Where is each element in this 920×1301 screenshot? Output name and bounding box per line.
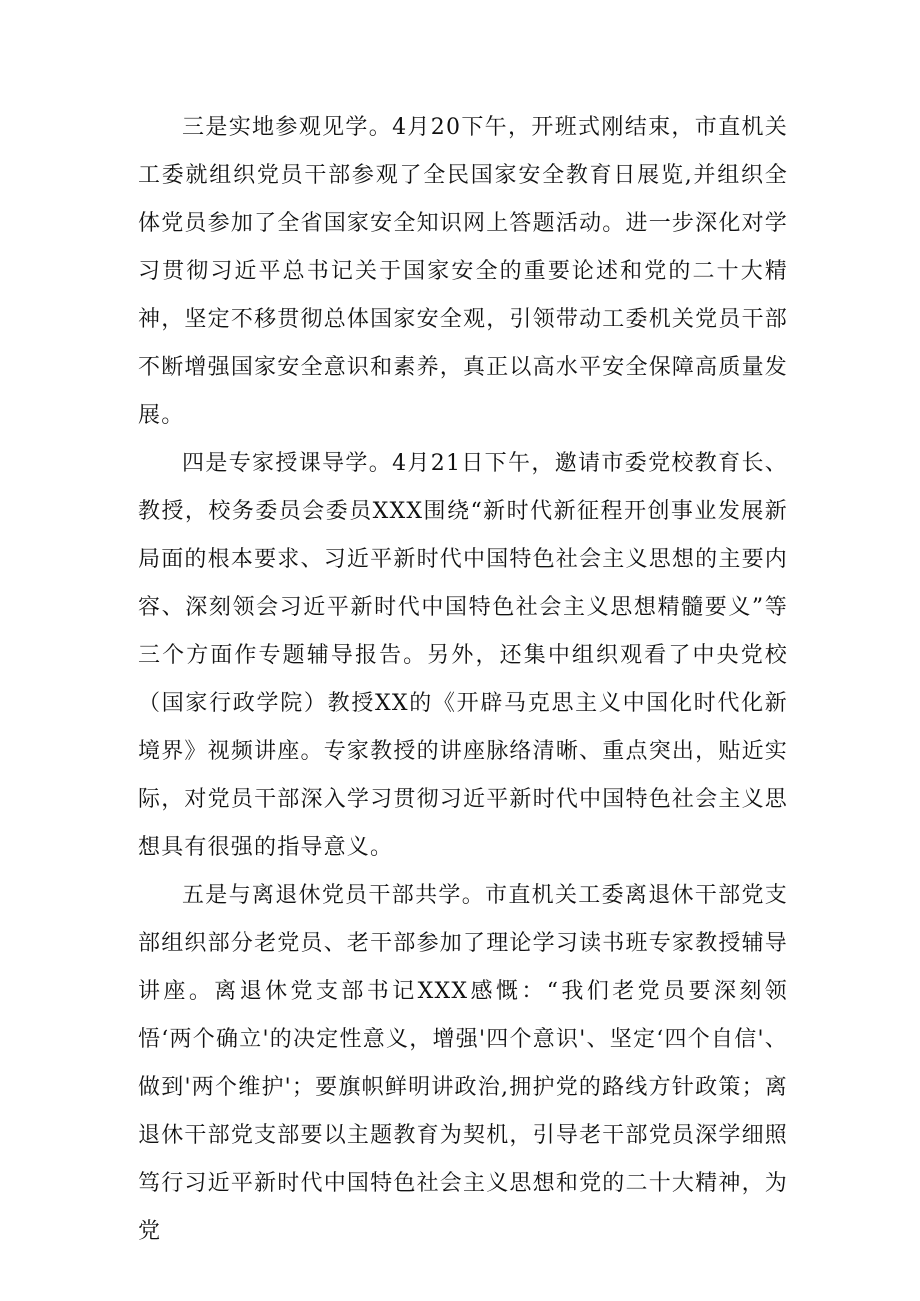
paragraph-field-visit: 三是实地参观见学。4月20下午，开班式刚结束，市直机关工委就组织党员干部参观了全民国家安全教育日展览,并组织全体党员参加了全省国家安全知识网上答题活动。进一步深化对学习贯彻习近平总书记关于国家安全的重要论述和党的二十大精神，坚定不移贯彻总体国家安全观，引领带动工委机关党员干部不断增强国家安全意识和素养，真正以高水平安全保障高质量发展。 [138, 115, 788, 428]
paragraph-expert-lecture: 四是专家授课导学。4月21日下午，邀请市委党校教育长、教授，校务委员会委员XXX围绕“新时代新征程开创事业发展新局面的根本要求、习近平新时代中国特色社会主义思想的主要内容、深刻领会习近平新时代中国特色社会主义思想精髓要义”等三个方面作专题辅导报告。另外，还集中组织观看了中央党校（国家行政学院）教授XX的《开辟马克思主义中国化时代化新境界》视频讲座。专家教授的讲座脉络清晰、重点突出，贴近实际，对党员干部深入学习贯彻习近平新时代中国特色社会主义思想具有很强的指导意义。 [138, 451, 788, 860]
paragraph-retired-cadres: 五是与离退休党员干部共学。市直机关工委离退休干部党支部组织部分老党员、老干部参加了理论学习读书班专家教授辅导讲座。离退休党支部书记XXX感慨：“我们老党员要深刻领悟‘两个确立'的决定性意义，增强'四个意识'、坚定‘四个自信'、做到'两个维护'；要旗帜鲜明讲政治,拥护党的路线方针政策；离退休干部党支部要以主题教育为契机，引导老干部党员深学细照笃行习近平新时代中国特色社会主义思想和党的二十大精神，为党 [138, 883, 788, 1244]
document-body [138, 104, 788, 1256]
